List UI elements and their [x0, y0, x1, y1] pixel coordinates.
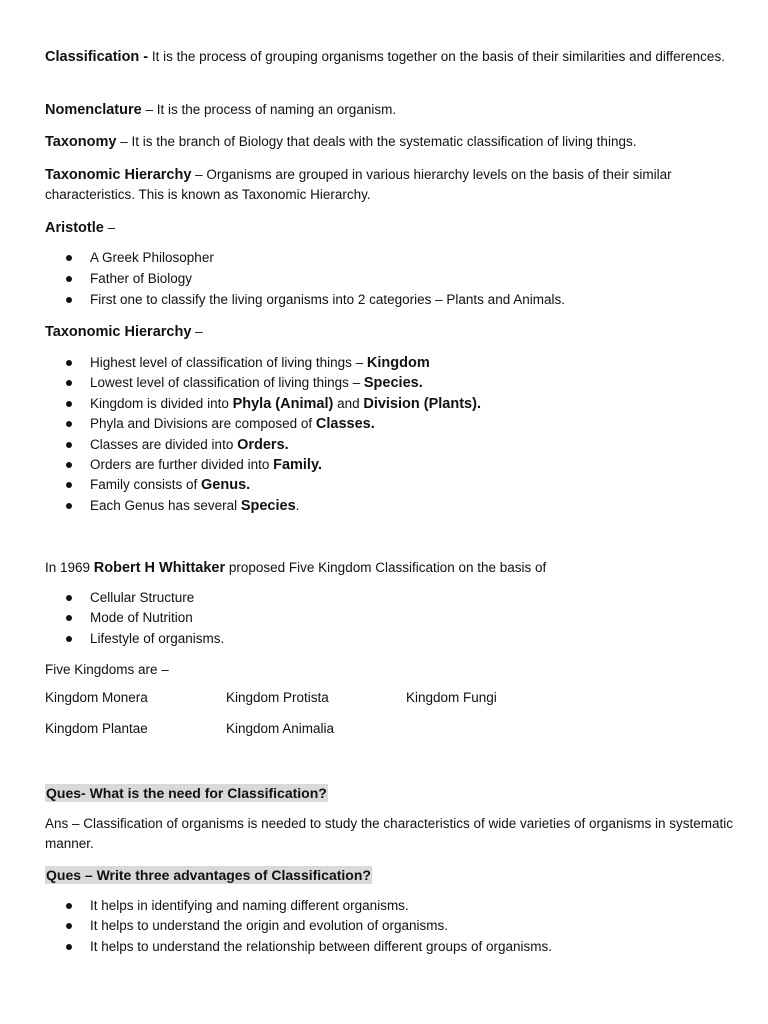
- heading-text: Aristotle: [45, 220, 104, 236]
- definition-text: – It is the branch of Biology that deals with the systematic classification of living things.: [116, 134, 637, 149]
- bullet-icon: [66, 923, 72, 929]
- definition-term: Taxonomy: [45, 134, 117, 150]
- bullet-icon: [66, 462, 72, 468]
- list-item-text: Father of Biology: [90, 271, 193, 286]
- bullet-icon: [66, 615, 72, 621]
- list-item-text: It helps to understand the origin and evolution of organisms.: [90, 918, 448, 933]
- bullet-icon: [66, 503, 72, 509]
- list-item-text: First one to classify the living organisms into 2 categories – Plants and Animals.: [90, 292, 565, 307]
- list-item-text: Phyla and Divisions are composed of Classes.: [90, 416, 375, 432]
- bullet-icon: [66, 276, 72, 282]
- heading-dash: –: [191, 324, 203, 339]
- kingdom-cell: Kingdom Monera: [45, 690, 148, 705]
- bullet-icon: [66, 595, 72, 601]
- question-1: [45, 783, 328, 804]
- highlighted-question: Ques- What is the need for Classification?: [46, 785, 327, 801]
- intro-text: In 1969: [45, 560, 94, 575]
- answer-1: Ans – Classification of organisms is needed to study the characteristics of wide varieties of organisms in systematic manner.: [45, 816, 734, 851]
- definition-taxonomy: [45, 132, 735, 152]
- definition-text: – Organisms are grouped in various hierarchy levels on the basis of their similar characteristics. This is known as Taxonomic Hierarchy.: [45, 167, 672, 202]
- list-item-text: Kingdom is divided into Phyla (Animal) and Division (Plants).: [90, 396, 481, 412]
- list-item-text: Mode of Nutrition: [90, 610, 193, 625]
- bullet-icon: [66, 255, 72, 261]
- bullet-icon: [66, 380, 72, 386]
- highlighted-question: Ques – Write three advantages of Classification?: [46, 867, 371, 883]
- definition-term: Classification -: [45, 49, 149, 65]
- kingdom-cell: Kingdom Fungi: [406, 690, 497, 705]
- heading-text: Taxonomic Hierarchy: [45, 324, 192, 340]
- definition-taxonomic-hierarchy: [45, 165, 735, 205]
- list-item-text: Lowest level of classification of living things – Species.: [90, 375, 423, 391]
- list-item-text: It helps in identifying and naming different organisms.: [90, 898, 409, 913]
- definition-term: Taxonomic Hierarchy: [45, 167, 192, 183]
- five-kingdoms-label: Five Kingdoms are –: [45, 662, 169, 677]
- hierarchy-heading: [45, 322, 203, 342]
- list-item-text: A Greek Philosopher: [90, 250, 214, 265]
- list-item-text: Cellular Structure: [90, 590, 195, 605]
- heading-dash: –: [103, 220, 116, 235]
- kingdom-cell: Kingdom Animalia: [226, 721, 335, 736]
- list-item-text: Lifestyle of organisms.: [90, 631, 225, 646]
- definition-text: It is the process of grouping organisms together on the basis of their similarities and differences.: [148, 49, 725, 64]
- bullet-icon: [66, 360, 72, 366]
- aristotle-heading: [45, 218, 115, 238]
- list-item-text: Family consists of Genus.: [90, 477, 251, 493]
- list-item-text: Each Genus has several Species.: [90, 498, 300, 514]
- bullet-icon: [66, 401, 72, 407]
- bullet-icon: [66, 442, 72, 448]
- kingdom-cell: Kingdom Plantae: [45, 721, 148, 736]
- definition-classification: [45, 47, 735, 67]
- bullet-icon: [66, 421, 72, 427]
- question-2: [45, 865, 372, 886]
- definition-text: – It is the process of naming an organism.: [141, 102, 397, 117]
- list-item-text: It helps to understand the relationship between different groups of organisms.: [90, 939, 553, 954]
- intro-text: proposed Five Kingdom Classification on the basis of: [225, 560, 547, 575]
- list-item-text: Orders are further divided into Family.: [90, 457, 322, 473]
- definition-term: Nomenclature: [45, 102, 142, 118]
- list-item-text: Classes are divided into Orders.: [90, 437, 289, 453]
- bullet-icon: [66, 482, 72, 488]
- bullet-icon: [66, 944, 72, 950]
- list-item-text: Highest level of classification of living things – Kingdom: [90, 355, 430, 371]
- definition-nomenclature: [45, 100, 735, 120]
- whittaker-intro: [45, 558, 546, 578]
- bullet-icon: [66, 636, 72, 642]
- scientist-name: Robert H Whittaker: [93, 560, 226, 576]
- bullet-icon: [66, 297, 72, 303]
- kingdom-cell: Kingdom Protista: [226, 690, 329, 705]
- bullet-icon: [66, 903, 72, 909]
